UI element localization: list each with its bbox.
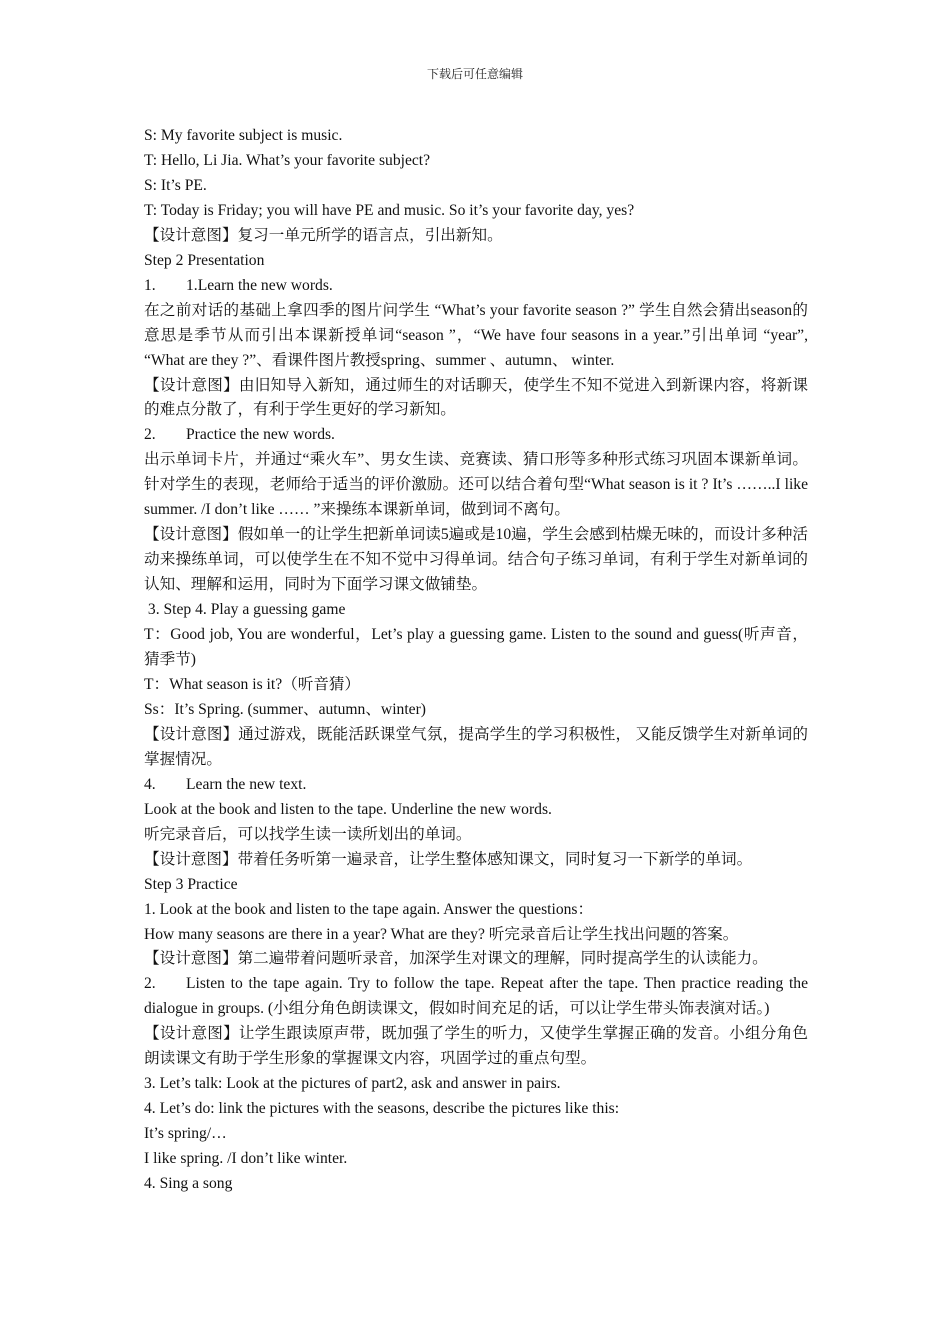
text-line: 4. Let’s do: link the pictures with the seasons, describe the pictures like this: [144,1100,620,1118]
numbered-item [144,773,808,798]
text-line: It’s spring/… [144,1125,227,1143]
text-line: 听完录音后，可以找学生读一读所划出的单词。 [144,825,472,843]
numbered-item [144,972,808,1022]
dialogue-paragraph: T：Good job, You are wonderful，Let’s play a guessing game. Listen to the sound and guess(听声音，猜季节) [144,626,808,669]
step-heading: Step 3 Practice [144,875,238,893]
item-number: 1. [144,276,156,294]
item-number: 2. [144,975,156,993]
design-intent-line: 【设计意图】带着任务听第一遍录音，让学生整体感知课文，同时复习一下新学的单词。 [144,850,753,868]
text-line: 4. Sing a song [144,1175,233,1193]
text-line: I like spring. /I don’t like winter. [144,1150,348,1168]
text-line: 1. Look at the book and listen to the tape again. Answer the questions： [144,900,594,918]
dialogue-line: T: Today is Friday; you will have PE and music. So it’s your favorite day, yes? [144,201,635,219]
design-intent-paragraph: 【设计意图】通过游戏，既能活跃课堂气氛，提高学生的学习积极性， 又能反馈学生对新单词的掌握情况。 [144,725,808,768]
item-text: Listen to the tape again. Try to follow the tape. Repeat after the tape. Then practice reading the dialogue in groups. (小组分角色朗读课文，假如时间充足的话，可以让学生带头饰表演对话。) [144,975,808,1018]
text-line: 3. Let’s talk: Look at the pictures of part2, ask and answer in pairs. [144,1075,561,1093]
design-intent-paragraph: 【设计意图】由旧知导入新知，通过师生的对话聊天，使学生不知不觉进入到新课内容，将新课的难点分散了，有利于学生更好的学习新知。 [144,376,808,419]
design-intent-line: 【设计意图】复习一单元所学的语言点，引出新知。 [144,226,503,244]
step-heading: 3. Step 4. Play a guessing game [144,601,346,619]
numbered-item [144,274,808,299]
text-line: How many seasons are there in a year? What are they? 听完录音后让学生找出问题的答案。 [144,925,739,943]
dialogue-line: S: It’s PE. [144,176,207,194]
item-number: 2. [144,426,156,444]
item-number: 4. [144,775,156,793]
page-header: 下载后可任意编辑 [426,67,523,81]
dialogue-line: T: Hello, Li Jia. What’s your favorite subject? [144,151,431,169]
dialogue-line: S: My favorite subject is music. [144,127,343,144]
paragraph: 在之前对话的基础上拿四季的图片问学生 “What’s your favorite season ?” 学生自然会猜出season的意思是季节从而引出本课新授单词“season ”，“We have four seasons in a year.”引出单词 “year”, “What are they ?”、看课件图片教授spring、summer 、autumn、 winter. [144,301,808,369]
step-heading: Step 2 Presentation [144,251,265,269]
design-intent-line: 【设计意图】第二遍带着问题听录音，加深学生对课文的理解，同时提高学生的认读能力。 [144,950,768,968]
dialogue-line: Ss：It’s Spring. (summer、autumn、winter) [144,700,426,718]
dialogue-line: T：What season is it?（听音猜） [144,675,361,693]
item-text: Learn the new text. [186,775,307,793]
text-line: Look at the book and listen to the tape. Underline the new words. [144,800,552,818]
item-text: 1.Learn the new words. [186,276,333,294]
numbered-item [144,423,808,448]
design-intent-paragraph: 【设计意图】让学生跟读原声带，既加强了学生的听力，又使学生掌握正确的发音。小组分角色朗读课文有助于学生形象的掌握课文内容，巩固学过的重点句型。 [144,1025,808,1068]
document-body [144,124,808,1197]
item-text: Practice the new words. [186,426,335,444]
design-intent-paragraph: 【设计意图】假如单一的让学生把新单词读5遍或是10遍，学生会感到枯燥无味的，而设计多种活动来操练单词，可以使学生在不知不觉中习得单词。结合句子练习单词，有利于学生对新单词的认知、理解和运用，同时为下面学习课文做铺垫。 [144,526,808,594]
paragraph: 出示单词卡片，并通过“乘火车”、男女生读、竞赛读、猜口形等多种形式练习巩固本课新单词。针对学生的表现，老师给于适当的评价激励。还可以结合着句型“What season is it ? It’s ……..I like summer. /I don’t like …… ”来操练本课新单词，做到词不离句。 [144,451,808,519]
